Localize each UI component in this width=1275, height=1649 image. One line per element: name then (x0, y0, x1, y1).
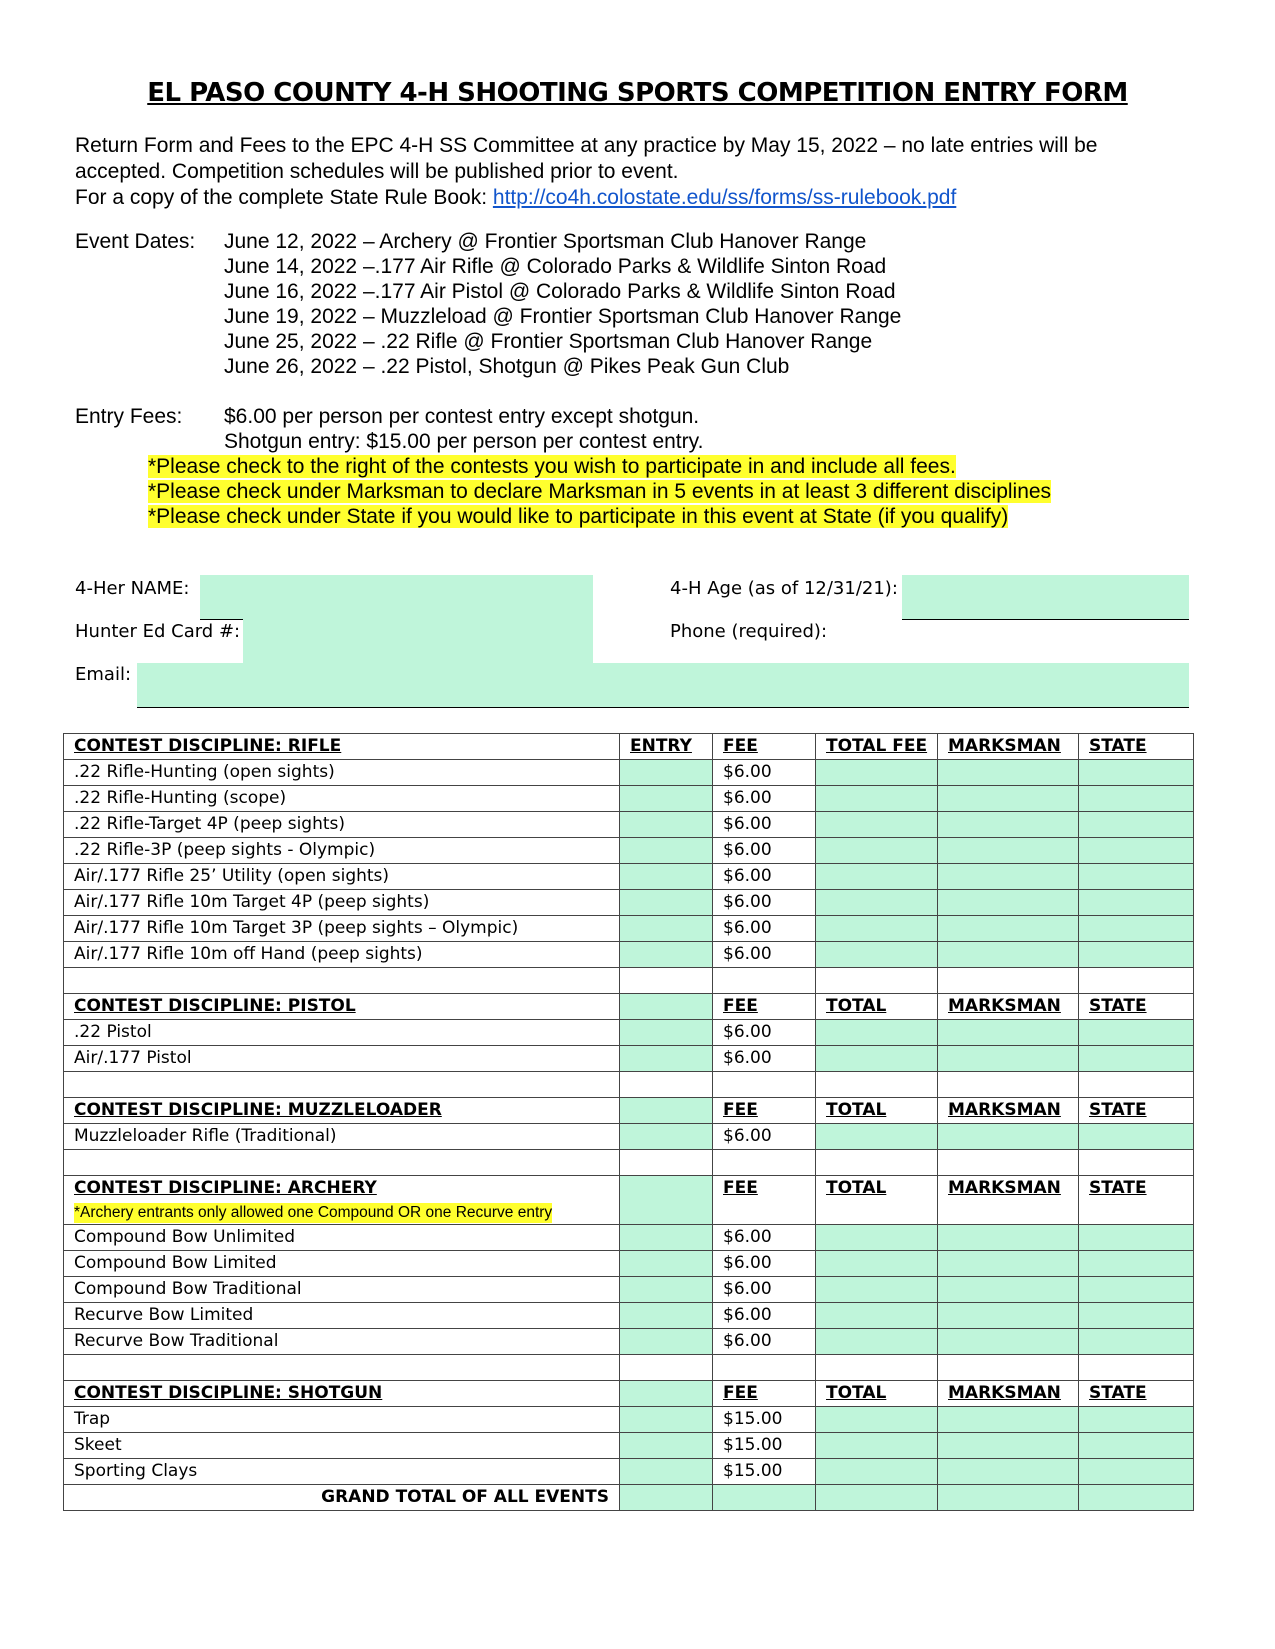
marksman-cell[interactable] (938, 1329, 1079, 1355)
contest-row (64, 786, 1194, 812)
state-cell[interactable] (1079, 1407, 1194, 1433)
fee-cell: $6.00 (713, 760, 816, 786)
age-label: 4-H Age (as of 12/31/21): (670, 578, 898, 599)
section-header-row (64, 1381, 1194, 1407)
state-cell[interactable] (1079, 1459, 1194, 1485)
state-cell[interactable] (1079, 1225, 1194, 1251)
instruction-note: *Please check under Marksman to declare Marksman in 5 events in at least 3 different disciplines (148, 480, 1052, 503)
section-heading-text: CONTEST DISCIPLINE: ARCHERY (74, 1178, 377, 1198)
empty-cell (938, 1150, 1079, 1176)
hunter-ed-label: Hunter Ed Card #: (75, 621, 241, 642)
entry-cell[interactable] (620, 1176, 713, 1225)
state-cell[interactable] (1079, 1303, 1194, 1329)
spacer-row (64, 968, 1194, 994)
entry-table (63, 733, 1194, 1511)
total-cell[interactable] (816, 812, 938, 838)
contest-name: .22 Rifle-3P (peep sights - Olympic) (64, 838, 620, 864)
entry-cell[interactable] (620, 994, 713, 1020)
entry-cell[interactable] (620, 1381, 713, 1407)
hunter-ed-field[interactable] (243, 619, 593, 664)
total-cell[interactable] (816, 916, 938, 942)
grand-total-state[interactable] (1079, 1485, 1194, 1511)
form-title: EL PASO COUNTY 4-H SHOOTING SPORTS COMPETITION ENTRY FORM (147, 78, 1128, 108)
column-header: FEE (713, 1098, 816, 1124)
contest-name: Compound Bow Limited (64, 1251, 620, 1277)
state-cell[interactable] (1079, 1329, 1194, 1355)
fee-cell: $6.00 (713, 890, 816, 916)
contest-row (64, 838, 1194, 864)
grand-total-row (64, 1485, 1194, 1511)
marksman-cell[interactable] (938, 1303, 1079, 1329)
section-header-row (64, 1098, 1194, 1124)
section-header-row (64, 1176, 1194, 1225)
contest-row (64, 1459, 1194, 1485)
column-header: STATE (1079, 994, 1194, 1020)
column-header: STATE (1079, 734, 1194, 760)
marksman-cell[interactable] (938, 942, 1079, 968)
grand-total-label: GRAND TOTAL OF ALL EVENTS (64, 1485, 620, 1511)
grand-total-total[interactable] (816, 1485, 938, 1511)
contest-row (64, 1303, 1194, 1329)
state-cell[interactable] (1079, 890, 1194, 916)
empty-cell (713, 968, 816, 994)
state-cell[interactable] (1079, 838, 1194, 864)
empty-cell (64, 1355, 620, 1381)
entry-cell[interactable] (620, 916, 713, 942)
fee-cell: $6.00 (713, 1329, 816, 1355)
total-cell[interactable] (816, 864, 938, 890)
total-cell[interactable] (816, 890, 938, 916)
column-header: TOTAL (816, 994, 938, 1020)
fee-cell: $6.00 (713, 864, 816, 890)
empty-cell (938, 1072, 1079, 1098)
total-cell[interactable] (816, 1329, 938, 1355)
entry-cell[interactable] (620, 1303, 713, 1329)
spacer-row (64, 1355, 1194, 1381)
empty-cell (620, 1355, 713, 1381)
fee-cell: $6.00 (713, 786, 816, 812)
marksman-cell[interactable] (938, 890, 1079, 916)
state-cell[interactable] (1079, 916, 1194, 942)
contest-name: Recurve Bow Limited (64, 1303, 620, 1329)
contest-name: Trap (64, 1407, 620, 1433)
section-header-row (64, 734, 1194, 760)
empty-cell (816, 1150, 938, 1176)
intro-line (75, 185, 1205, 211)
state-cell[interactable] (1079, 760, 1194, 786)
section-heading: CONTEST DISCIPLINE: SHOTGUN (64, 1381, 620, 1407)
entry-cell[interactable] (620, 838, 713, 864)
total-cell[interactable] (816, 1020, 938, 1046)
state-cell[interactable] (1079, 942, 1194, 968)
column-header: MARKSMAN (938, 1098, 1079, 1124)
age-field[interactable] (902, 575, 1189, 620)
empty-cell (620, 1150, 713, 1176)
event-date-item: June 19, 2022 – Muzzleload @ Frontier Sportsman Club Hanover Range (224, 305, 902, 328)
empty-cell (938, 1355, 1079, 1381)
empty-cell (1079, 1355, 1194, 1381)
fee-cell: $6.00 (713, 838, 816, 864)
fee-cell: $6.00 (713, 1046, 816, 1072)
column-header: TOTAL (816, 1098, 938, 1124)
empty-cell (938, 968, 1079, 994)
intro-line: Return Form and Fees to the EPC 4-H SS Committee at any practice by May 15, 2022 – no late entries will be (75, 134, 1098, 157)
column-header: STATE (1079, 1176, 1194, 1225)
contest-row (64, 864, 1194, 890)
total-cell[interactable] (816, 1303, 938, 1329)
column-header: TOTAL FEE (816, 734, 938, 760)
entry-fee-line: Shotgun entry: $15.00 per person per contest entry. (224, 430, 704, 453)
grand-total-marksman[interactable] (938, 1485, 1079, 1511)
instruction-note: *Please check to the right of the contests you wish to participate in and include all fees. (148, 455, 956, 478)
rulebook-link[interactable]: http://co4h.colostate.edu/ss/forms/ss-rulebook.pdf (492, 186, 957, 209)
entry-cell[interactable] (620, 1225, 713, 1251)
contest-name: Air/.177 Rifle 10m Target 4P (peep sights) (64, 890, 620, 916)
column-header: FEE (713, 1176, 816, 1225)
fee-cell: $6.00 (713, 916, 816, 942)
empty-cell (620, 1072, 713, 1098)
empty-cell (816, 1355, 938, 1381)
contest-name: Air/.177 Rifle 25’ Utility (open sights) (64, 864, 620, 890)
marksman-cell[interactable] (938, 760, 1079, 786)
name-label: 4-Her NAME: (75, 578, 190, 599)
entry-cell[interactable] (620, 1046, 713, 1072)
section-heading: CONTEST DISCIPLINE: PISTOL (64, 994, 620, 1020)
entry-cell[interactable] (620, 1277, 713, 1303)
contest-row (64, 1225, 1194, 1251)
column-header-entry: ENTRY (620, 734, 713, 760)
empty-cell (64, 1150, 620, 1176)
empty-cell (64, 1072, 620, 1098)
section-heading (64, 1176, 620, 1225)
state-cell[interactable] (1079, 1020, 1194, 1046)
archery-note: *Archery entrants only allowed one Compound OR one Recurve entry (74, 1204, 553, 1221)
column-header: STATE (1079, 1381, 1194, 1407)
entry-cell[interactable] (620, 1407, 713, 1433)
state-cell[interactable] (1079, 1433, 1194, 1459)
entry-cell[interactable] (620, 1251, 713, 1277)
email-field[interactable] (137, 663, 1189, 708)
fee-cell: $6.00 (713, 1225, 816, 1251)
column-header: TOTAL (816, 1176, 938, 1225)
entry-cell[interactable] (620, 786, 713, 812)
column-header: FEE (713, 994, 816, 1020)
event-date-item: June 14, 2022 –.177 Air Rifle @ Colorado Parks & Wildlife Sinton Road (224, 255, 887, 278)
name-field[interactable] (200, 575, 593, 620)
state-cell[interactable] (1079, 1251, 1194, 1277)
total-cell[interactable] (816, 1459, 938, 1485)
marksman-cell[interactable] (938, 838, 1079, 864)
fee-cell: $6.00 (713, 1303, 816, 1329)
entry-fees-label: Entry Fees: (75, 405, 183, 428)
contest-name: .22 Rifle-Hunting (open sights) (64, 760, 620, 786)
empty-cell (1079, 1072, 1194, 1098)
entry-cell[interactable] (620, 812, 713, 838)
section-heading: CONTEST DISCIPLINE: MUZZLELOADER (64, 1098, 620, 1124)
marksman-cell[interactable] (938, 1020, 1079, 1046)
event-dates-label: Event Dates: (75, 230, 196, 253)
state-cell[interactable] (1079, 812, 1194, 838)
empty-cell (64, 968, 620, 994)
contest-name: Sporting Clays (64, 1459, 620, 1485)
total-cell[interactable] (816, 786, 938, 812)
total-cell[interactable] (816, 1407, 938, 1433)
state-cell[interactable] (1079, 1046, 1194, 1072)
state-cell[interactable] (1079, 1124, 1194, 1150)
empty-cell (816, 1072, 938, 1098)
contest-row (64, 760, 1194, 786)
empty-cell (620, 968, 713, 994)
column-header: FEE (713, 1381, 816, 1407)
entry-cell[interactable] (620, 942, 713, 968)
contest-row (64, 1277, 1194, 1303)
marksman-cell[interactable] (938, 1459, 1079, 1485)
entry-cell[interactable] (620, 1098, 713, 1124)
fee-cell: $6.00 (713, 1124, 816, 1150)
spacer-row (64, 1150, 1194, 1176)
contest-name: .22 Rifle-Hunting (scope) (64, 786, 620, 812)
fee-cell: $15.00 (713, 1407, 816, 1433)
event-date-item: June 25, 2022 – .22 Rifle @ Frontier Sportsman Club Hanover Range (224, 330, 873, 353)
contest-name: Recurve Bow Traditional (64, 1329, 620, 1355)
phone-label: Phone (required): (670, 621, 828, 642)
column-header: MARKSMAN (938, 734, 1079, 760)
total-cell[interactable] (816, 1124, 938, 1150)
contest-name: Skeet (64, 1433, 620, 1459)
entry-fee-line: $6.00 per person per contest entry except shotgun. (224, 405, 700, 428)
total-cell[interactable] (816, 1046, 938, 1072)
marksman-cell[interactable] (938, 864, 1079, 890)
marksman-cell[interactable] (938, 1124, 1079, 1150)
state-cell[interactable] (1079, 864, 1194, 890)
fee-cell: $6.00 (713, 1251, 816, 1277)
email-label: Email: (75, 664, 132, 685)
contest-name: Compound Bow Unlimited (64, 1225, 620, 1251)
marksman-cell[interactable] (938, 1407, 1079, 1433)
contest-row (64, 1124, 1194, 1150)
empty-cell (1079, 1150, 1194, 1176)
contest-row (64, 812, 1194, 838)
entry-cell[interactable] (620, 1459, 713, 1485)
empty-cell (713, 1150, 816, 1176)
column-header: MARKSMAN (938, 1381, 1079, 1407)
empty-cell (1079, 968, 1194, 994)
marksman-cell[interactable] (938, 812, 1079, 838)
total-cell[interactable] (816, 838, 938, 864)
contest-name: .22 Rifle-Target 4P (peep sights) (64, 812, 620, 838)
empty-cell (816, 968, 938, 994)
entry-cell[interactable] (620, 760, 713, 786)
contest-name: .22 Pistol (64, 1020, 620, 1046)
grand-total-entry[interactable] (620, 1485, 713, 1511)
entry-cell[interactable] (620, 890, 713, 916)
marksman-cell[interactable] (938, 1433, 1079, 1459)
contest-name: Air/.177 Rifle 10m Target 3P (peep sights – Olympic) (64, 916, 620, 942)
contest-row (64, 890, 1194, 916)
marksman-cell[interactable] (938, 786, 1079, 812)
marksman-cell[interactable] (938, 916, 1079, 942)
contest-row (64, 1433, 1194, 1459)
contest-name: Air/.177 Rifle 10m off Hand (peep sights) (64, 942, 620, 968)
grand-total-fee[interactable] (713, 1485, 816, 1511)
contest-row (64, 1020, 1194, 1046)
total-cell[interactable] (816, 1277, 938, 1303)
entry-cell[interactable] (620, 864, 713, 890)
entry-cell[interactable] (620, 1329, 713, 1355)
instruction-note: *Please check under State if you would like to participate in this event at State (if you qualify) (148, 505, 1009, 528)
contest-row (64, 1407, 1194, 1433)
rulebook-label: For a copy of the complete State Rule Book: (75, 186, 493, 209)
marksman-cell[interactable] (938, 1046, 1079, 1072)
state-cell[interactable] (1079, 1277, 1194, 1303)
fee-cell: $6.00 (713, 942, 816, 968)
column-header: STATE (1079, 1098, 1194, 1124)
total-cell[interactable] (816, 1225, 938, 1251)
column-header: FEE (713, 734, 816, 760)
event-date-item: June 16, 2022 –.177 Air Pistol @ Colorado Parks & Wildlife Sinton Road (224, 280, 896, 303)
contest-name: Compound Bow Traditional (64, 1277, 620, 1303)
entry-cell[interactable] (620, 1433, 713, 1459)
contest-row (64, 942, 1194, 968)
entry-cell[interactable] (620, 1020, 713, 1046)
entry-cell[interactable] (620, 1124, 713, 1150)
fee-cell: $15.00 (713, 1459, 816, 1485)
contest-row (64, 916, 1194, 942)
state-cell[interactable] (1079, 786, 1194, 812)
contest-name: Muzzleloader Rifle (Traditional) (64, 1124, 620, 1150)
contest-name: Air/.177 Pistol (64, 1046, 620, 1072)
marksman-cell[interactable] (938, 1225, 1079, 1251)
marksman-cell[interactable] (938, 1251, 1079, 1277)
spacer-row (64, 1072, 1194, 1098)
column-header: TOTAL (816, 1381, 938, 1407)
contest-row (64, 1251, 1194, 1277)
contest-row (64, 1046, 1194, 1072)
column-header: MARKSMAN (938, 994, 1079, 1020)
column-header: MARKSMAN (938, 1176, 1079, 1225)
section-header-row (64, 994, 1194, 1020)
fee-cell: $6.00 (713, 1277, 816, 1303)
fee-cell: $6.00 (713, 1020, 816, 1046)
event-date-item: June 12, 2022 – Archery @ Frontier Sportsman Club Hanover Range (224, 230, 867, 253)
total-cell[interactable] (816, 1251, 938, 1277)
marksman-cell[interactable] (938, 1277, 1079, 1303)
empty-cell (713, 1072, 816, 1098)
intro-text (75, 133, 1205, 211)
fee-cell: $15.00 (713, 1433, 816, 1459)
total-cell[interactable] (816, 942, 938, 968)
section-heading: CONTEST DISCIPLINE: RIFLE (64, 734, 620, 760)
intro-line: accepted. Competition schedules will be published prior to event. (75, 160, 679, 183)
fee-cell: $6.00 (713, 812, 816, 838)
empty-cell (713, 1355, 816, 1381)
total-cell[interactable] (816, 1433, 938, 1459)
total-cell[interactable] (816, 760, 938, 786)
event-date-item: June 26, 2022 – .22 Pistol, Shotgun @ Pikes Peak Gun Club (224, 355, 790, 378)
contest-row (64, 1329, 1194, 1355)
